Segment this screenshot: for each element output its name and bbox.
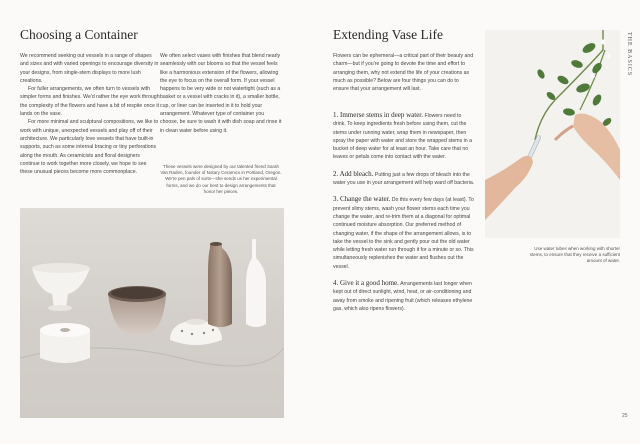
- ceramic-vessels-photo: [20, 208, 284, 418]
- left-paragraph-4: We often select vases with finishes that blend nearly seamlessly with our blooms so that the vessel feels like a harmonious extension of the flowers, allowing the eye to focus on the overall form. If your vessel happens to be very wide or not watertight (such as a basket or a vessel with cracks in it), a smaller bottle, cup, or liner can be inserted in it to hold your arrangement. Whatever type of container you choose, be sure to wash it with dish soap and rinse it in clean water before using it.: [160, 53, 282, 134]
- water-tube-illustration: [485, 30, 620, 238]
- tip-2-text: Putting just a few drops of bleach into the water you use in your arrangement will help ward off bacteria.: [333, 171, 475, 187]
- tip-2: [333, 170, 475, 188]
- tip-3-text: Do this every few days (at least). To prevent slimy stems, wash your flower stems each time you change the water, and re-trim them at a diagonal for optimal continued moisture absorption. Our preferred method of changing water, if the shape of the arrangement allows, is to take the vessel to the sink and gently pour out the old water while letting fresh water run through it for a minute or so. This simultaneously replenishes the water and flushes out the vessel.: [333, 197, 474, 270]
- tip-4-text: Arrangements last longer when kept out of direct sunlight, wind, heat, or air-conditioning and away from smoke and ripening fruit (which releases ethylene gas, which also ripens flowers).: [333, 281, 473, 312]
- right-caption: Use water tubes when working with shorter stems, to ensure that they receive a sufficient amount of water.: [529, 246, 620, 264]
- tip-1: [333, 111, 475, 162]
- right-intro: Flowers can be ephemeral—a critical part of their beauty and charm—but if you're going to devote the time and effort to arranging them, why not extend the life of your creations as much as possible? Below are four things you can do to ensure that your arrangement will last.: [333, 53, 474, 93]
- tip-4: [333, 279, 475, 313]
- ceramic-vessels-illustration: [20, 208, 284, 418]
- left-column-1: [20, 52, 160, 176]
- tip-3-title: 3. Change the water.: [333, 195, 391, 204]
- tip-2-title: 2. Add bleach.: [333, 169, 374, 178]
- page-number: 25: [622, 413, 628, 419]
- left-column-2: [160, 52, 282, 135]
- left-paragraph-1: We recommend seeking out vessels in a range of shapes and sizes and with varied openings to encourage diversity in your designs, from single-stem displays to more lush creations.: [20, 53, 159, 84]
- left-caption: These vessels were designed by our talented friend Sarah Van Raden, founder of Notary Ceramics in Portland, Oregon. We're pen pals of sorts—she sends us her experimental forms, and we do our best to design arrangements that honor her pieces.: [160, 164, 282, 194]
- right-heading: Extending Vase Life: [333, 27, 443, 42]
- tip-1-title: 1. Immerse stems in deep water.: [333, 111, 424, 119]
- left-paragraph-3: For more minimal and sculptural compositions, we like to work with unique, unexpected vessels and play off of their architecture. We particularly love vessels that have built-in supports, such as some internal bracing or tiny perforations along the mouth. As ceramicists and floral designers continue to work together more closely, we hope to see these unusual pieces become more commonplace.: [20, 119, 159, 176]
- tips-list: [333, 111, 475, 321]
- section-tab: THE BASICS: [626, 32, 632, 77]
- water-tube-photo: [485, 30, 620, 238]
- tip-4-title: 4. Give it a good home.: [333, 279, 399, 288]
- tip-1-text: Flowers need to drink. To keep ingredients fresh before using them, cut the stems under running water, wrap them in newspaper, then spray the paper with water and store the wrapped stems in a bucket of deep water for at least an hour. Take care that no leaves or petals come into contact with the water.: [333, 113, 472, 161]
- left-paragraph-2: For fuller arrangements, we often turn to vessels with simpler forms and finishes. We'd rather the eye work through the complexity of the flowers and have a bit of respite once it lands on the vase.: [20, 86, 160, 118]
- tip-3: [333, 195, 475, 271]
- left-heading: Choosing a Container: [20, 27, 138, 42]
